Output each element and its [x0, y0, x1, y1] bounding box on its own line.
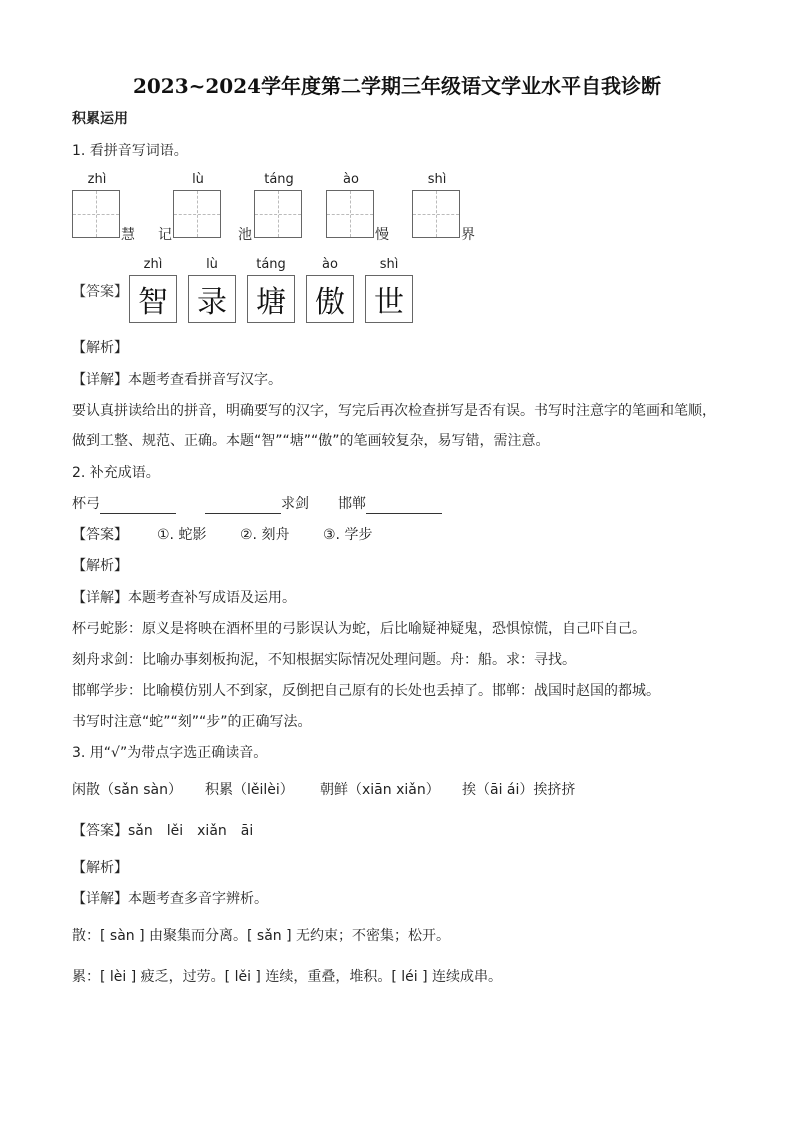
- pinyin-1: zhì: [87, 172, 107, 187]
- writing-box-4[interactable]: [326, 190, 374, 238]
- analysis-label-2: 【解析】: [72, 558, 128, 574]
- writing-box-2[interactable]: [173, 190, 221, 238]
- answer-2-3: ③. 学步: [323, 527, 373, 543]
- word-tail-5: 界: [461, 227, 475, 243]
- pinyin-3: táng: [264, 172, 294, 187]
- idiom-3: [338, 494, 442, 514]
- pinyin-2: lù: [192, 172, 204, 187]
- reading-item-4: 挨（āi ái）挨挤挤: [462, 782, 576, 798]
- question-1-prompt: 1. 看拼音写词语。: [72, 143, 188, 159]
- writing-box-1[interactable]: [72, 190, 120, 238]
- answer-pinyin-1: zhì: [143, 257, 163, 272]
- explanation-2c: 邯郸学步：比喻模仿别人不到家，反倒把自己原有的长处也丢掉了。邯郸：战国时赵国的都城。: [72, 683, 660, 699]
- explanation-3a: 散：[ sàn ] 由聚集而分离。[ sǎn ] 无约束；不密集；松开。: [72, 928, 451, 944]
- answer-char-5: 世: [365, 275, 413, 323]
- answer-char-4: 傲: [306, 275, 354, 323]
- idiom-1: [72, 494, 176, 514]
- answer-pinyin-4: ào: [322, 257, 338, 272]
- section-heading: 积累运用: [72, 111, 128, 127]
- idiom-2-suffix: 求剑: [281, 496, 309, 512]
- answer-2-2: ②. 刻舟: [240, 527, 290, 543]
- question-3-prompt: 3. 用“√”为带点字选正确读音。: [72, 745, 268, 761]
- reading-item-1: 闲散（sǎn sàn）: [72, 782, 182, 798]
- idiom-2: [205, 494, 309, 514]
- answer-label-1: 【答案】: [72, 284, 128, 300]
- reading-item-2: 积累（lěilèi）: [205, 782, 294, 798]
- explanation-2d: 书写时注意“蛇”“刻”“步”的正确写法。: [72, 714, 312, 730]
- word-tail-4: 慢: [375, 227, 389, 243]
- explanation-2b: 刻舟求剑：比喻办事刻板拘泥，不知根据实际情况处理问题。舟：船。求：寻找。: [72, 652, 576, 668]
- analysis-label-3: 【解析】: [72, 860, 128, 876]
- idiom-2-blank[interactable]: [205, 497, 281, 514]
- detail-3: 【详解】本题考查多音字辨析。: [72, 891, 268, 907]
- explanation-1a: 要认真拼读给出的拼音，明确要写的汉字，写完后再次检查拼写是否有误。书写时注意字的笔画和笔顺，: [72, 403, 716, 419]
- answer-pinyin-5: shì: [379, 257, 399, 272]
- detail-2: 【详解】本题考查补写成语及运用。: [72, 590, 296, 606]
- reading-item-3: 朝鲜（xiān xiǎn）: [320, 782, 440, 798]
- answer-3: sǎn lěi xiǎn āi: [128, 823, 254, 839]
- word-tail-1: 慧: [121, 227, 135, 243]
- writing-box-5[interactable]: [412, 190, 460, 238]
- answer-char-2: 录: [188, 275, 236, 323]
- idiom-1-prefix: 杯弓: [72, 496, 100, 512]
- answer-char-3: 塘: [247, 275, 295, 323]
- word-tail-2: 记: [158, 227, 172, 243]
- page-title: 2023~2024学年度第二学期三年级语文学业水平自我诊断: [132, 74, 662, 98]
- answer-label-3: 【答案】: [72, 823, 128, 839]
- answer-2-1: ①. 蛇影: [157, 527, 207, 543]
- analysis-label-1: 【解析】: [72, 340, 128, 356]
- explanation-3b: 累：[ lèi ] 疲乏，过劳。[ lěi ] 连续，重叠，堆积。[ léi ] 连续成串。: [72, 969, 502, 985]
- idiom-3-blank[interactable]: [366, 497, 442, 514]
- detail-1: 【详解】本题考查看拼音写汉字。: [72, 372, 282, 388]
- idiom-1-blank[interactable]: [100, 497, 176, 514]
- pinyin-4: ào: [343, 172, 359, 187]
- writing-box-3[interactable]: [254, 190, 302, 238]
- word-tail-3: 池: [238, 227, 252, 243]
- explanation-1b: 做到工整、规范、正确。本题“智”“塘”“傲”的笔画较复杂，易写错，需注意。: [72, 433, 550, 449]
- pinyin-5: shì: [427, 172, 447, 187]
- answer-label-2: 【答案】: [72, 527, 128, 543]
- question-2-prompt: 2. 补充成语。: [72, 465, 160, 481]
- idiom-3-prefix: 邯郸: [338, 496, 366, 512]
- answer-char-1: 智: [129, 275, 177, 323]
- answer-pinyin-3: táng: [256, 257, 286, 272]
- answer-pinyin-2: lù: [206, 257, 218, 272]
- explanation-2a: 杯弓蛇影：原义是将映在酒杯里的弓影误认为蛇，后比喻疑神疑鬼，恐惧惊慌，自己吓自己。: [72, 621, 646, 637]
